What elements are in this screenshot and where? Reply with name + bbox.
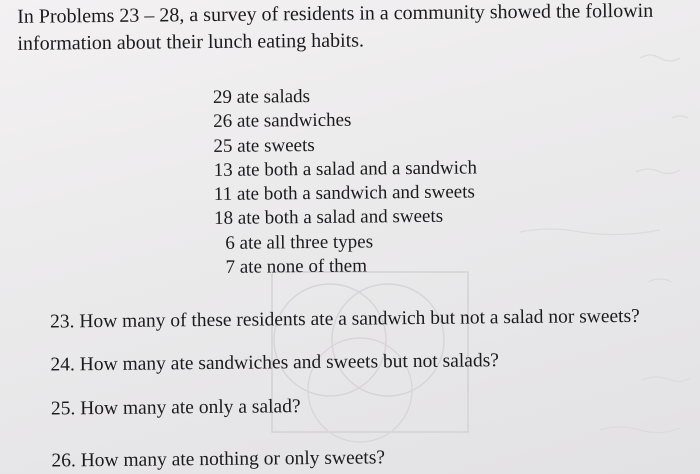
problem-intro (17, 0, 700, 58)
fact-none: 7 ate none of them (225, 255, 368, 278)
intro-line-2: information about their lunch eating habits. (17, 29, 365, 55)
survey-results-list (213, 83, 478, 280)
fact-salad-and-sweets: 18 ate both a salad and sweets (214, 206, 444, 230)
fact-sweets: 25 ate sweets (213, 134, 315, 157)
question-25: 25. How many ate only a salad? (50, 396, 301, 420)
fact-all-three: 6 ate all three types (225, 231, 374, 254)
fact-sandwiches: 26 ate sandwiches (213, 109, 352, 133)
fact-salad-and-sandwich: 13 ate both a salad and a sandwich (213, 157, 478, 181)
fact-sandwich-and-sweets: 11 ate both a sandwich and sweets (213, 181, 475, 206)
question-24: 24. How many ate sandwiches and sweets but not salads? (50, 350, 499, 376)
intro-line-1: In Problems 23 – 28, a survey of residents in a community showed the followin (17, 0, 654, 28)
question-23: 23. How many of these residents ate a sandwich but not a salad nor sweets? (49, 305, 640, 333)
fact-salads: 29 ate salads (212, 86, 311, 108)
question-26: 26. How many ate nothing or only sweets? (51, 447, 386, 472)
